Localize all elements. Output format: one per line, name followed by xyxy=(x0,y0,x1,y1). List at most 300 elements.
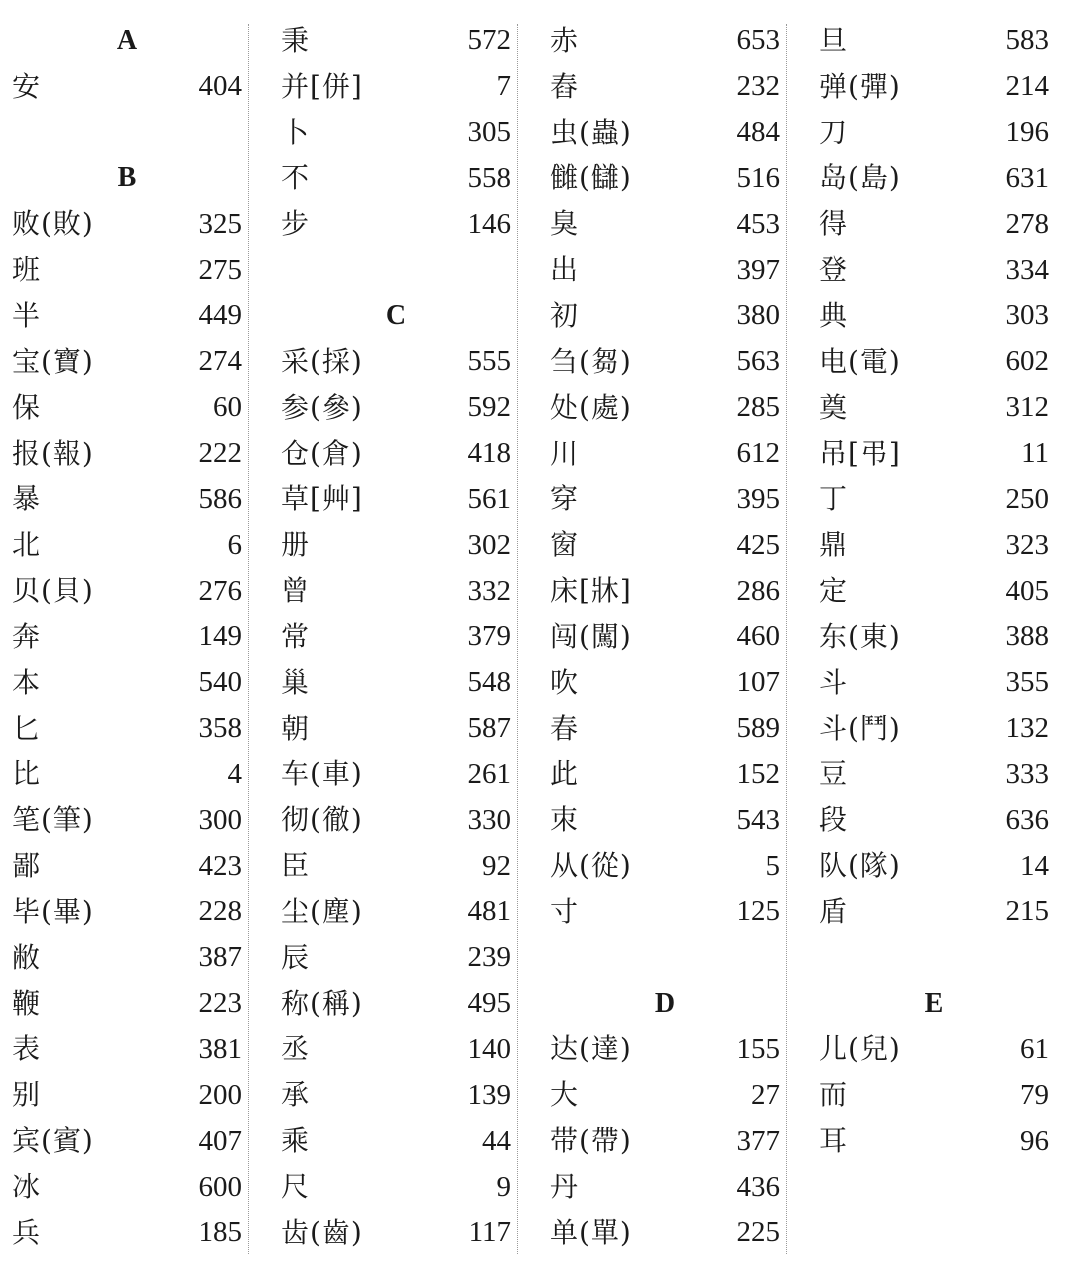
entry-character: 常 xyxy=(281,619,311,653)
entry-character: 比 xyxy=(12,757,42,791)
entry-character: 保 xyxy=(12,390,42,424)
index-entry xyxy=(281,339,511,385)
index-entry xyxy=(12,1027,242,1073)
index-entry xyxy=(281,568,511,614)
entry-page-number: 484 xyxy=(736,116,780,149)
entry-page-number: 92 xyxy=(482,849,511,882)
entry-page-number: 436 xyxy=(736,1170,780,1203)
entry-page-number: 278 xyxy=(1005,207,1049,240)
index-entry xyxy=(550,18,780,64)
entry-page-number: 388 xyxy=(1005,620,1049,653)
entry-character: 丞 xyxy=(281,1032,311,1066)
entry-character: 安 xyxy=(12,69,42,103)
entry-page-number: 602 xyxy=(1005,345,1049,378)
index-entry xyxy=(550,1027,780,1073)
index-entry xyxy=(819,247,1049,293)
entry-page-number: 146 xyxy=(467,207,511,240)
entry-character: 刀 xyxy=(819,115,849,149)
index-entry xyxy=(550,431,780,477)
entry-page-number: 6 xyxy=(227,528,242,561)
entry-character: 曾 xyxy=(281,574,311,608)
entry-page-number: 285 xyxy=(736,391,780,424)
entry-page-number: 312 xyxy=(1005,391,1049,424)
column-divider xyxy=(248,24,249,1254)
entry-character: 丹 xyxy=(550,1170,580,1204)
entry-page-number: 395 xyxy=(736,482,780,515)
index-entry xyxy=(12,339,242,385)
index-entry xyxy=(550,293,780,339)
entry-page-number: 460 xyxy=(736,620,780,653)
index-entry xyxy=(550,1164,780,1210)
entry-page-number: 27 xyxy=(751,1078,780,1111)
entry-page-number: 232 xyxy=(736,70,780,103)
index-entry xyxy=(12,476,242,522)
entry-character: 床[牀] xyxy=(550,574,632,608)
entry-page-number: 380 xyxy=(736,299,780,332)
index-entry xyxy=(281,752,511,798)
entry-page-number: 358 xyxy=(198,712,242,745)
entry-character: 从(從) xyxy=(550,849,632,883)
entry-page-number: 222 xyxy=(198,437,242,470)
entry-character: 称(稱) xyxy=(281,986,363,1020)
index-entry xyxy=(12,1210,242,1256)
entry-character: 旦 xyxy=(819,23,849,57)
index-entry xyxy=(281,476,511,522)
entry-character: 承 xyxy=(281,1078,311,1112)
entry-character: 班 xyxy=(12,253,42,287)
index-entry xyxy=(281,935,511,981)
index-entry xyxy=(281,660,511,706)
entry-character: 巢 xyxy=(281,665,311,699)
entry-page-number: 558 xyxy=(467,161,511,194)
entry-character: 斗(鬥) xyxy=(819,711,901,745)
index-entry xyxy=(281,156,511,202)
index-entry xyxy=(550,1210,780,1256)
index-entry xyxy=(550,339,780,385)
entry-page-number: 132 xyxy=(1005,712,1049,745)
entry-character: 鼎 xyxy=(819,528,849,562)
entry-character: 贝(貝) xyxy=(12,574,94,608)
entry-character: 典 xyxy=(819,298,849,332)
entry-page-number: 44 xyxy=(482,1124,511,1157)
entry-page-number: 453 xyxy=(736,207,780,240)
entry-character: 队(隊) xyxy=(819,849,901,883)
spacer xyxy=(819,935,1049,981)
index-entry xyxy=(550,64,780,110)
entry-page-number: 612 xyxy=(736,437,780,470)
index-entry xyxy=(819,843,1049,889)
entry-page-number: 215 xyxy=(1005,895,1049,928)
entry-character: 舂 xyxy=(550,69,580,103)
index-entry xyxy=(12,981,242,1027)
entry-character: 段 xyxy=(819,803,849,837)
entry-character: 表 xyxy=(12,1032,42,1066)
index-entry xyxy=(550,889,780,935)
index-entry xyxy=(281,614,511,660)
entry-character: 雠(讎) xyxy=(550,161,632,195)
index-entry xyxy=(281,431,511,477)
entry-page-number: 11 xyxy=(1021,437,1049,470)
entry-character: 半 xyxy=(12,298,42,332)
index-entry xyxy=(550,614,780,660)
index-entry xyxy=(281,706,511,752)
entry-character: 奔 xyxy=(12,619,42,653)
entry-page-number: 636 xyxy=(1005,803,1049,836)
entry-character: 闯(闖) xyxy=(550,619,632,653)
entry-character: 参(參) xyxy=(281,390,363,424)
entry-character: 鄙 xyxy=(12,849,42,883)
index-entry xyxy=(281,1027,511,1073)
entry-character: 步 xyxy=(281,207,311,241)
entry-page-number: 60 xyxy=(213,391,242,424)
entry-character: 此 xyxy=(550,757,580,791)
entry-character: 登 xyxy=(819,253,849,287)
entry-character: 兵 xyxy=(12,1215,42,1249)
entry-character: 尘(塵) xyxy=(281,894,363,928)
entry-character: 弹(彈) xyxy=(819,69,901,103)
entry-character: 秉 xyxy=(281,23,311,57)
entry-page-number: 572 xyxy=(467,24,511,57)
entry-character: 带(帶) xyxy=(550,1124,632,1158)
entry-character: 奠 xyxy=(819,390,849,424)
index-entry xyxy=(819,660,1049,706)
entry-page-number: 286 xyxy=(736,574,780,607)
index-entry xyxy=(819,476,1049,522)
entry-character: 仓(倉) xyxy=(281,436,363,470)
index-entry xyxy=(819,156,1049,202)
index-entry xyxy=(819,568,1049,614)
entry-character: 丁 xyxy=(819,482,849,516)
entry-character: 大 xyxy=(550,1078,580,1112)
entry-page-number: 381 xyxy=(198,1032,242,1065)
index-entry xyxy=(550,201,780,247)
entry-character: 乘 xyxy=(281,1124,311,1158)
entry-page-number: 631 xyxy=(1005,161,1049,194)
index-entry xyxy=(281,843,511,889)
entry-page-number: 14 xyxy=(1020,849,1049,882)
entry-page-number: 239 xyxy=(467,941,511,974)
entry-page-number: 334 xyxy=(1005,253,1049,286)
entry-page-number: 377 xyxy=(736,1124,780,1157)
entry-page-number: 587 xyxy=(467,712,511,745)
index-entry xyxy=(550,843,780,889)
entry-character: 冰 xyxy=(12,1170,42,1204)
index-entry xyxy=(819,1072,1049,1118)
index-entry xyxy=(12,293,242,339)
entry-character: 臭 xyxy=(550,207,580,241)
index-entry xyxy=(819,385,1049,431)
entry-page-number: 333 xyxy=(1005,757,1049,790)
entry-character: 卜 xyxy=(281,115,311,149)
index-entry xyxy=(819,522,1049,568)
section-letter-heading: B xyxy=(117,162,137,194)
entry-page-number: 140 xyxy=(467,1032,511,1065)
entry-character: 吊[弔] xyxy=(819,436,901,470)
index-entry xyxy=(12,247,242,293)
index-entry xyxy=(819,339,1049,385)
entry-character: 册 xyxy=(281,528,311,562)
entry-page-number: 139 xyxy=(467,1078,511,1111)
index-entry xyxy=(550,247,780,293)
index-entry xyxy=(12,431,242,477)
spacer xyxy=(550,935,780,981)
entry-character: 宝(寶) xyxy=(12,344,94,378)
index-entry xyxy=(281,1118,511,1164)
entry-page-number: 274 xyxy=(198,345,242,378)
entry-page-number: 223 xyxy=(198,987,242,1020)
entry-page-number: 9 xyxy=(496,1170,511,1203)
index-entry xyxy=(550,797,780,843)
entry-page-number: 79 xyxy=(1020,1078,1049,1111)
entry-character: 北 xyxy=(12,528,42,562)
entry-character: 匕 xyxy=(12,711,42,745)
index-entry xyxy=(281,1164,511,1210)
entry-page-number: 548 xyxy=(467,666,511,699)
index-entry xyxy=(550,706,780,752)
index-column-4 xyxy=(819,18,1049,1164)
index-entry xyxy=(819,431,1049,477)
entry-page-number: 563 xyxy=(736,345,780,378)
entry-page-number: 404 xyxy=(198,70,242,103)
entry-page-number: 561 xyxy=(467,482,511,515)
entry-page-number: 583 xyxy=(1005,24,1049,57)
entry-page-number: 592 xyxy=(467,391,511,424)
entry-page-number: 589 xyxy=(736,712,780,745)
entry-page-number: 355 xyxy=(1005,666,1049,699)
entry-character: 车(車) xyxy=(281,757,363,791)
index-entry xyxy=(12,568,242,614)
index-column-3 xyxy=(550,18,780,1256)
index-entry xyxy=(281,18,511,64)
entry-page-number: 214 xyxy=(1005,70,1049,103)
entry-page-number: 397 xyxy=(736,253,780,286)
entry-character: 得 xyxy=(819,207,849,241)
entry-character: 采(採) xyxy=(281,344,363,378)
entry-page-number: 7 xyxy=(496,70,511,103)
section-letter-heading: D xyxy=(654,987,676,1019)
entry-character: 豆 xyxy=(819,757,849,791)
entry-page-number: 425 xyxy=(736,528,780,561)
entry-character: 春 xyxy=(550,711,580,745)
entry-page-number: 302 xyxy=(467,528,511,561)
entry-page-number: 540 xyxy=(198,666,242,699)
entry-character: 草[艸] xyxy=(281,482,363,516)
entry-character: 吹 xyxy=(550,665,580,699)
entry-character: 穿 xyxy=(550,482,580,516)
entry-page-number: 276 xyxy=(198,574,242,607)
entry-character: 朿 xyxy=(550,803,580,837)
index-entry xyxy=(12,385,242,431)
entry-character: 朝 xyxy=(281,711,311,745)
index-entry xyxy=(550,522,780,568)
entry-character: 而 xyxy=(819,1078,849,1112)
index-entry xyxy=(281,64,511,110)
entry-page-number: 305 xyxy=(467,116,511,149)
entry-character: 出 xyxy=(550,253,580,287)
entry-page-number: 250 xyxy=(1005,482,1049,515)
entry-page-number: 303 xyxy=(1005,299,1049,332)
entry-character: 败(敗) xyxy=(12,207,94,241)
entry-page-number: 155 xyxy=(736,1032,780,1065)
index-entry xyxy=(819,614,1049,660)
entry-page-number: 423 xyxy=(198,849,242,882)
entry-character: 毕(畢) xyxy=(12,894,94,928)
entry-character: 齿(齒) xyxy=(281,1215,363,1249)
index-entry xyxy=(819,797,1049,843)
index-entry xyxy=(819,110,1049,156)
entry-page-number: 323 xyxy=(1005,528,1049,561)
index-entry xyxy=(819,201,1049,247)
entry-page-number: 196 xyxy=(1005,116,1049,149)
entry-page-number: 61 xyxy=(1020,1032,1049,1065)
index-entry xyxy=(12,752,242,798)
entry-page-number: 228 xyxy=(198,895,242,928)
entry-character: 斗 xyxy=(819,665,849,699)
index-entry xyxy=(281,110,511,156)
entry-page-number: 225 xyxy=(736,1216,780,1249)
entry-character: 暴 xyxy=(12,482,42,516)
index-column-1 xyxy=(12,18,242,1256)
index-entry xyxy=(819,64,1049,110)
entry-page-number: 4 xyxy=(227,757,242,790)
entry-page-number: 586 xyxy=(198,482,242,515)
entry-page-number: 117 xyxy=(468,1216,511,1249)
entry-page-number: 387 xyxy=(198,941,242,974)
index-entry xyxy=(281,889,511,935)
index-entry xyxy=(550,156,780,202)
index-entry xyxy=(12,614,242,660)
entry-character: 笔(筆) xyxy=(12,803,94,837)
index-entry xyxy=(12,935,242,981)
index-column-2 xyxy=(281,18,511,1256)
entry-page-number: 379 xyxy=(467,620,511,653)
section-letter-heading: C xyxy=(385,299,407,331)
entry-page-number: 261 xyxy=(467,757,511,790)
index-entry xyxy=(12,64,242,110)
index-entry xyxy=(281,797,511,843)
index-entry xyxy=(281,1210,511,1256)
entry-character: 电(電) xyxy=(819,344,901,378)
entry-character: 辰 xyxy=(281,940,311,974)
entry-page-number: 125 xyxy=(736,895,780,928)
entry-page-number: 555 xyxy=(467,345,511,378)
index-entry xyxy=(281,201,511,247)
entry-character: 本 xyxy=(12,665,42,699)
entry-character: 初 xyxy=(550,298,580,332)
entry-page-number: 418 xyxy=(467,437,511,470)
entry-page-number: 405 xyxy=(1005,574,1049,607)
entry-page-number: 332 xyxy=(467,574,511,607)
index-entry xyxy=(550,660,780,706)
section-letter-heading: A xyxy=(116,24,138,56)
entry-character: 彻(徹) xyxy=(281,803,363,837)
index-entry xyxy=(819,1118,1049,1164)
entry-character: 敝 xyxy=(12,940,42,974)
entry-page-number: 149 xyxy=(198,620,242,653)
entry-character: 东(東) xyxy=(819,619,901,653)
index-entry xyxy=(819,889,1049,935)
section-letter-heading: E xyxy=(924,987,944,1019)
index-entry xyxy=(819,18,1049,64)
entry-character: 别 xyxy=(12,1078,42,1112)
entry-character: 赤 xyxy=(550,23,580,57)
entry-page-number: 330 xyxy=(467,803,511,836)
entry-character: 宾(賓) xyxy=(12,1124,94,1158)
entry-page-number: 516 xyxy=(736,161,780,194)
entry-character: 川 xyxy=(550,436,580,470)
index-entry xyxy=(819,293,1049,339)
index-entry xyxy=(550,1118,780,1164)
entry-page-number: 449 xyxy=(198,299,242,332)
entry-character: 报(報) xyxy=(12,436,94,470)
index-entry xyxy=(12,797,242,843)
entry-character: 岛(島) xyxy=(819,161,901,195)
index-entry xyxy=(550,752,780,798)
entry-character: 寸 xyxy=(550,894,580,928)
entry-page-number: 653 xyxy=(736,24,780,57)
index-entry xyxy=(550,568,780,614)
entry-character: 尺 xyxy=(281,1170,311,1204)
entry-page-number: 481 xyxy=(467,895,511,928)
column-divider xyxy=(517,24,518,1254)
entry-character: 儿(兒) xyxy=(819,1032,901,1066)
entry-character: 单(單) xyxy=(550,1215,632,1249)
index-entry xyxy=(819,706,1049,752)
index-entry xyxy=(819,752,1049,798)
entry-page-number: 543 xyxy=(736,803,780,836)
entry-character: 虫(蟲) xyxy=(550,115,632,149)
index-entry xyxy=(12,706,242,752)
index-entry xyxy=(12,1118,242,1164)
entry-character: 处(處) xyxy=(550,390,632,424)
entry-page-number: 5 xyxy=(765,849,780,882)
entry-page-number: 107 xyxy=(736,666,780,699)
index-entry xyxy=(550,110,780,156)
entry-page-number: 495 xyxy=(467,987,511,1020)
entry-page-number: 200 xyxy=(198,1078,242,1111)
entry-page-number: 275 xyxy=(198,253,242,286)
entry-character: 鞭 xyxy=(12,986,42,1020)
entry-character: 定 xyxy=(819,574,849,608)
index-entry xyxy=(12,843,242,889)
spacer xyxy=(281,247,511,293)
index-entry xyxy=(550,385,780,431)
entry-page-number: 300 xyxy=(198,803,242,836)
entry-character: 臣 xyxy=(281,849,311,883)
index-entry xyxy=(12,1164,242,1210)
entry-character: 耳 xyxy=(819,1124,849,1158)
spacer xyxy=(12,110,242,156)
index-entry xyxy=(12,201,242,247)
entry-page-number: 185 xyxy=(198,1216,242,1249)
index-entry xyxy=(12,660,242,706)
entry-character: 并[併] xyxy=(281,69,363,103)
entry-character: 达(達) xyxy=(550,1032,632,1066)
entry-character: 窗 xyxy=(550,528,580,562)
index-entry xyxy=(281,385,511,431)
index-entry xyxy=(819,1027,1049,1073)
entry-page-number: 407 xyxy=(198,1124,242,1157)
index-entry xyxy=(12,1072,242,1118)
index-entry xyxy=(281,522,511,568)
entry-page-number: 96 xyxy=(1020,1124,1049,1157)
index-entry xyxy=(550,476,780,522)
index-entry xyxy=(550,1072,780,1118)
index-entry xyxy=(12,522,242,568)
entry-page-number: 325 xyxy=(198,207,242,240)
entry-character: 不 xyxy=(281,161,311,195)
column-divider xyxy=(786,24,787,1254)
